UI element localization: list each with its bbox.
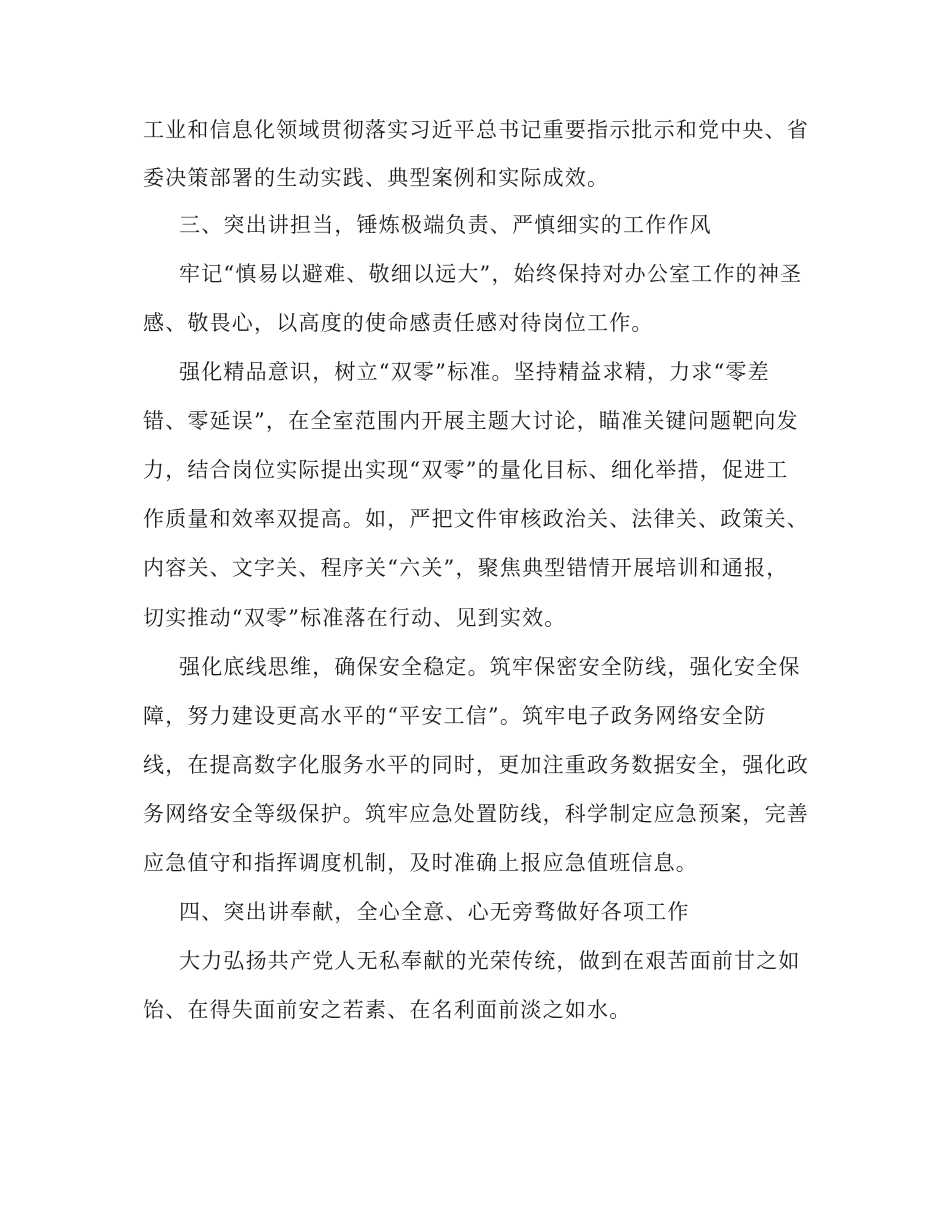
text-line: 错、零延误”，在全室范围内开展主题大讨论，瞄准关键问题靶向发	[143, 409, 799, 433]
text-line: 感、敬畏心，以高度的使命感责任感对待岗位工作。	[143, 311, 654, 335]
section-heading: 四、突出讲奉献，全心全意、心无旁骛做好各项工作	[179, 900, 690, 924]
text-line: 大力弘扬共产党人无私奉献的光荣传统，做到在艰苦面前甘之如	[179, 949, 801, 973]
text-line: 障，努力建设更高水平的“平安工信”。筑牢电子政务网络安全防	[143, 704, 767, 728]
text-line: 务网络安全等级保护。筑牢应急处置防线，科学制定应急预案，完善	[143, 802, 809, 826]
section-heading: 三、突出讲担当，锤炼极端负责、严慎细实的工作作风	[179, 213, 712, 237]
text-line: 牢记“慎易以避难、敬细以远大”，始终保持对办公室工作的神圣	[179, 262, 803, 286]
text-line: 强化底线思维，确保安全稳定。筑牢保密安全防线，强化安全保	[179, 655, 801, 679]
text-line: 力，结合岗位实际提出实现“双零”的量化目标、细化举措，促进工	[143, 458, 789, 482]
text-line: 应急值守和指挥调度机制，及时准确上报应急值班信息。	[143, 851, 698, 875]
text-line: 线，在提高数字化服务水平的同时，更加注重政务数据安全，强化政	[143, 753, 809, 777]
text-line: 作质量和效率双提高。如，严把文件审核政治关、法律关、政策关、	[143, 507, 809, 531]
text-line: 强化精品意识，树立“双零”标准。坚持精益求精，力求“零差	[179, 360, 770, 384]
text-line: 饴、在得失面前安之若素、在名利面前淡之如水。	[143, 998, 632, 1022]
text-line: 工业和信息化领域贯彻落实习近平总书记重要指示批示和党中央、省	[143, 118, 809, 142]
text-line: 内容关、文字关、程序关“六关”，聚焦典型错情开展培训和通报，	[143, 556, 789, 580]
text-line: 委决策部署的生动实践、典型案例和实际成效。	[143, 166, 610, 190]
text-line: 切实推动“双零”标准落在行动、见到实效。	[143, 606, 567, 630]
